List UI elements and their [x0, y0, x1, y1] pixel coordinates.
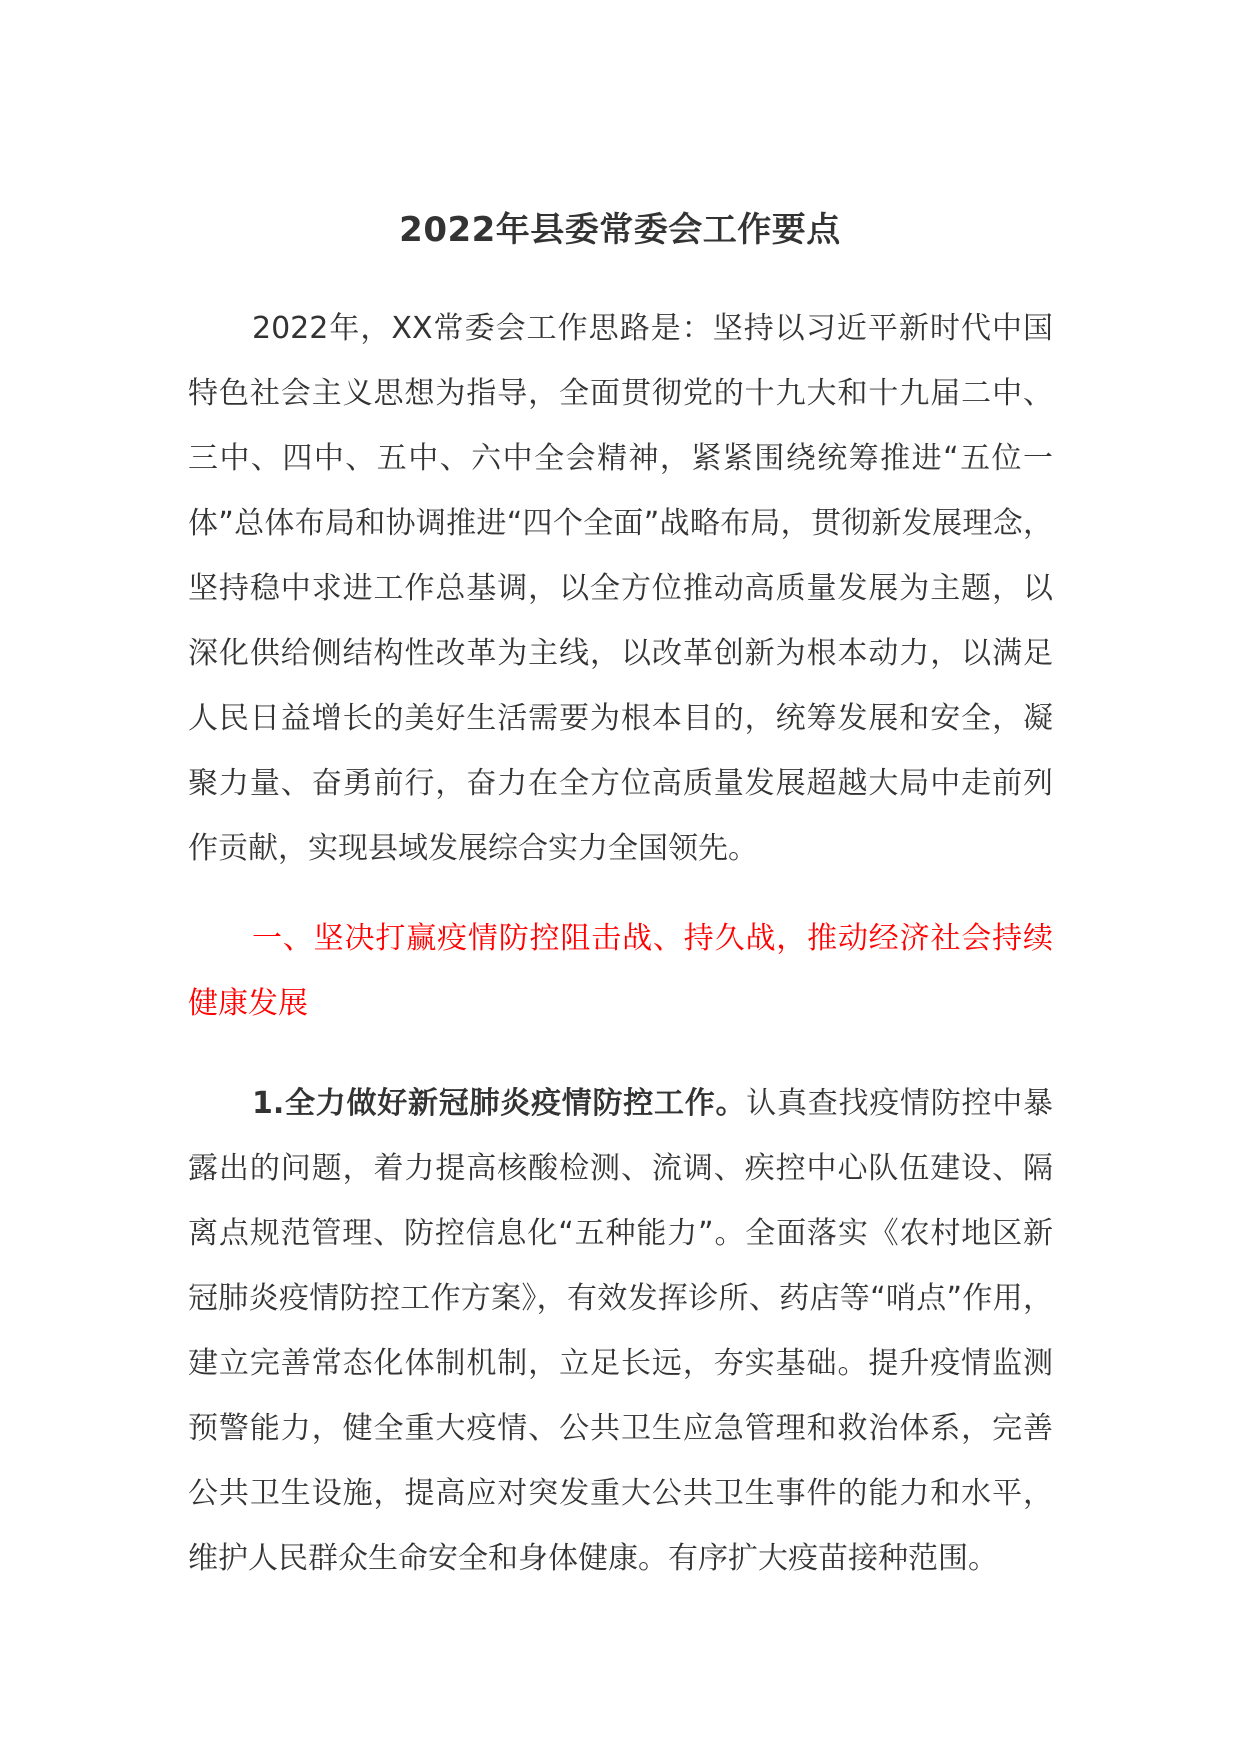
item-1-paragraph	[188, 1071, 1053, 1591]
section-heading: 一、坚决打赢疫情防控阻击战、持久战，推动经济社会持续健康发展	[188, 921, 1053, 1021]
intro-paragraph: 2022年，XX常委会工作思路是：坚持以习近平新时代中国特色社会主义思想为指导，全面贯彻党的十九大和十九届二中、三中、四中、五中、六中全会精神，紧紧围绕统筹推进“五位一体”总体布局和协调推进“四个全面”战略布局，贯彻新发展理念，坚持稳中求进工作总基调，以全方位推动高质量发展为主题，以深化供给侧结构性改革为主线，以改革创新为根本动力，以满足人民日益增长的美好生活需要为根本目的，统筹发展和安全，凝聚力量、奋勇前行，奋力在全方位高质量发展超越大局中走前列作贡献，实现县域发展综合实力全国领先。	[188, 311, 1053, 866]
item-1-title: 1.全力做好新冠肺炎疫情防控工作。	[252, 1086, 747, 1121]
document-title: 2022年县委常委会工作要点	[399, 210, 841, 250]
item-1-body: 认真查找疫情防控中暴露出的问题，着力提高核酸检测、流调、疾控中心队伍建设、隔离点规范管理、防控信息化“五种能力”。全面落实《农村地区新冠肺炎疫情防控工作方案》，有效发挥诊所、药店等“哨点”作用，建立完善常态化体制机制，立足长远，夯实基础。提升疫情监测预警能力，健全重大疫情、公共卫生应急管理和救治体系，完善公共卫生设施，提高应对突发重大公共卫生事件的能力和水平，维护人民群众生命安全和身体健康。有序扩大疫苗接种范围。	[188, 1086, 1054, 1576]
